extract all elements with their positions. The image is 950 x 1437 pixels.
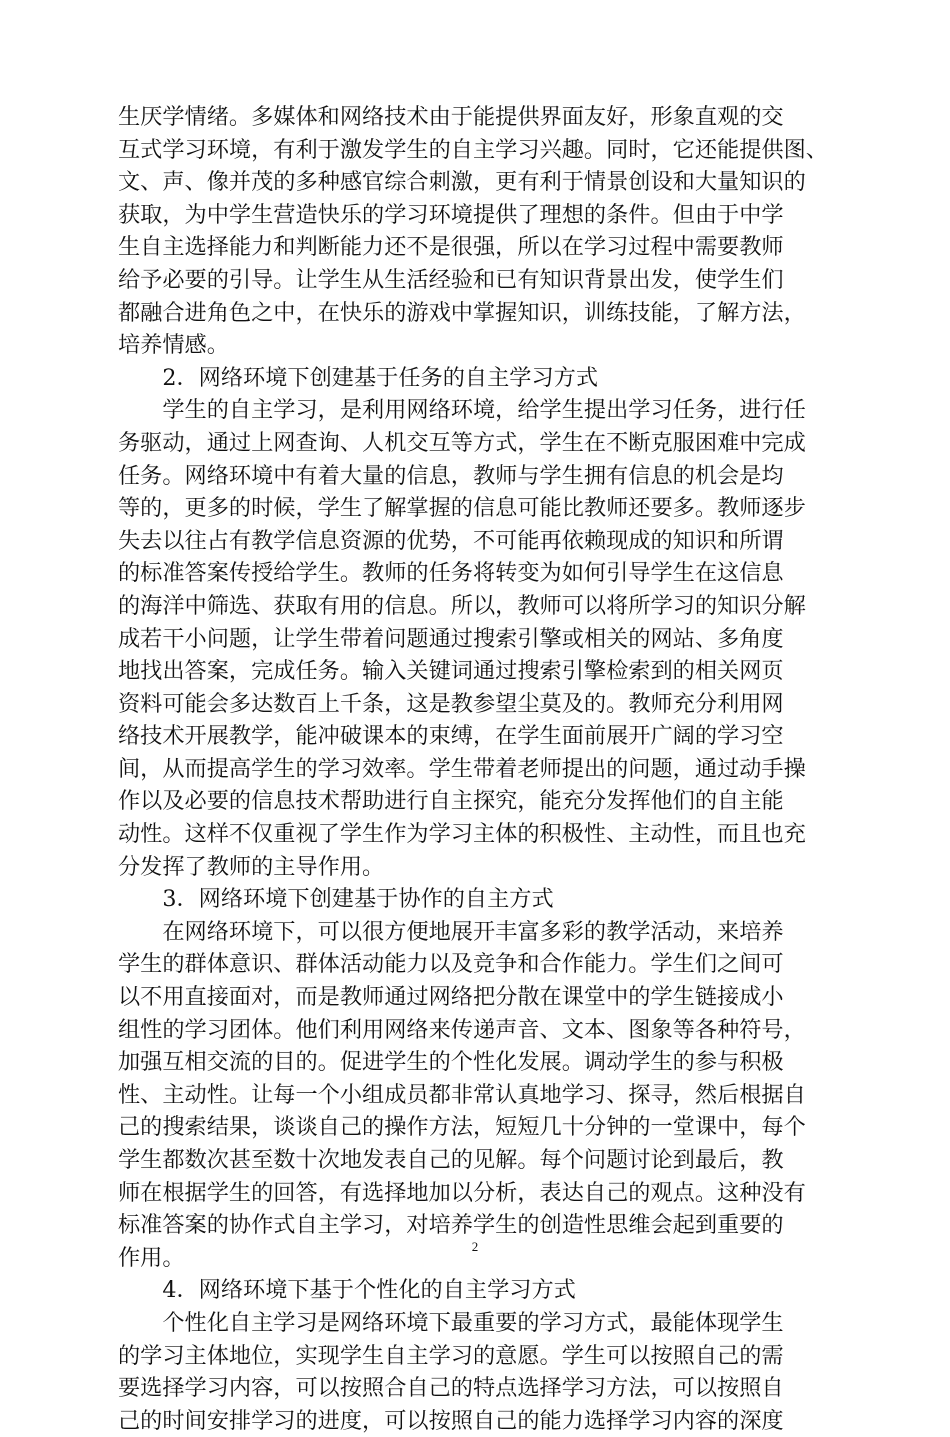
text-line: 标准答案的协作式自主学习，对培养学生的创造性思维会起到重要的	[118, 1212, 784, 1239]
text-line: 加强互相交流的目的。促进学生的个性化发展。调动学生的参与积极	[118, 1049, 784, 1076]
text-line: 都融合进角色之中，在快乐的游戏中掌握知识，训练技能，了解方法，	[118, 299, 806, 326]
text-line: 动性。这样不仅重视了学生作为学习主体的积极性、主动性，而且也充	[118, 821, 806, 848]
text-line: 文、声、像并茂的多种感官综合刺激，更有利于情景创设和大量知识的	[118, 169, 806, 196]
text-line: 4．网络环境下基于个性化的自主学习方式	[118, 1277, 576, 1304]
text-line: 的海洋中筛选、获取有用的信息。所以，教师可以将所学习的知识分解	[118, 592, 806, 619]
text-line: 以不用直接面对，而是教师通过网络把分散在课堂中的学生链接成小	[118, 984, 784, 1011]
text-line: 在网络环境下，可以很方便地展开丰富多彩的教学活动，来培养	[118, 918, 784, 945]
text-line: 务驱动，通过上网查询、人机交互等方式，学生在不断克服困难中完成	[118, 429, 806, 456]
text-line: 的学习主体地位，实现学生自主学习的意愿。学生可以按照自己的需	[118, 1342, 784, 1369]
body-text	[118, 101, 840, 1437]
text-line: 成若干小问题，让学生带着问题通过搜索引擎或相关的网站、多角度	[118, 625, 784, 652]
text-line: 己的搜索结果，谈谈自己的操作方法，短短几十分钟的一堂课中，每个	[118, 1114, 806, 1141]
text-line: 作用。	[118, 1244, 185, 1271]
text-line: 己的时间安排学习的进度，可以按照自己的能力选择学习内容的深度	[118, 1407, 784, 1434]
text-line: 地找出答案，完成任务。输入关键词通过搜索引擎检索到的相关网页	[118, 658, 784, 685]
text-line: 学生都数次甚至数十次地发表自己的见解。每个问题讨论到最后，教	[118, 1147, 784, 1173]
text-line: 个性化自主学习是网络环境下最重要的学习方式，最能体现学生	[118, 1309, 784, 1336]
text-line: 给予必要的引导。让学生从生活经验和已有知识背景出发，使学生们	[118, 266, 784, 293]
text-line: 等的，更多的时候，学生了解掌握的信息可能比教师还要多。教师逐步	[118, 495, 806, 522]
text-line: 分发挥了教师的主导作用。	[118, 853, 385, 880]
text-line: 要选择学习内容，可以按照合自己的特点选择学习方法，可以按照自	[118, 1375, 784, 1402]
text-line: 培养情感。	[118, 332, 229, 359]
text-line: 获取，为中学生营造快乐的学习环境提供了理想的条件。但由于中学	[118, 201, 784, 228]
text-line: 学生的群体意识、群体活动能力以及竞争和合作能力。学生们之间可	[118, 951, 784, 978]
text-line: 的标准答案传授给学生。教师的任务将转变为如何引导学生在这信息	[118, 560, 784, 587]
text-line: 学生的自主学习，是利用网络环境，给学生提出学习任务，进行任	[118, 397, 806, 424]
text-line: 师在根据学生的回答，有选择地加以分析，表达自己的观点。这种没有	[118, 1179, 806, 1206]
text-line: 失去以往占有教学信息资源的优势，不可能再依赖现成的知识和所谓	[118, 527, 784, 554]
text-line: 资料可能会多达数百上千条，这是教参望尘莫及的。教师充分利用网	[118, 690, 784, 717]
page-number: 2	[471, 1239, 479, 1254]
text-line: 2．网络环境下创建基于任务的自主学习方式	[118, 364, 599, 391]
text-line: 任务。网络环境中有着大量的信息，教师与学生拥有信息的机会是均	[118, 462, 784, 489]
text-line: 3．网络环境下创建基于协作的自主方式	[118, 886, 554, 913]
text-line: 性、主动性。让每一个小组成员都非常认真地学习、探寻，然后根据自	[118, 1081, 806, 1108]
text-line: 生厌学情绪。多媒体和网络技术由于能提供界面友好，形象直观的交	[118, 104, 784, 130]
text-line: 互式学习环境，有利于激发学生的自主学习兴趣。同时，它还能提供图、	[118, 136, 828, 163]
text-line: 生自主选择能力和判断能力还不是很强，所以在学习过程中需要教师	[118, 234, 784, 261]
text-line: 间，从而提高学生的学习效率。学生带着老师提出的问题，通过动手操	[118, 755, 806, 782]
text-line: 络技术开展教学，能冲破课本的束缚，在学生面前展开广阔的学习空	[118, 723, 784, 750]
text-line: 组性的学习团体。他们利用网络来传递声音、文本、图象等各种符号，	[118, 1016, 806, 1043]
text-line: 作以及必要的信息技术帮助进行自主探究，能充分发挥他们的自主能	[118, 788, 784, 815]
